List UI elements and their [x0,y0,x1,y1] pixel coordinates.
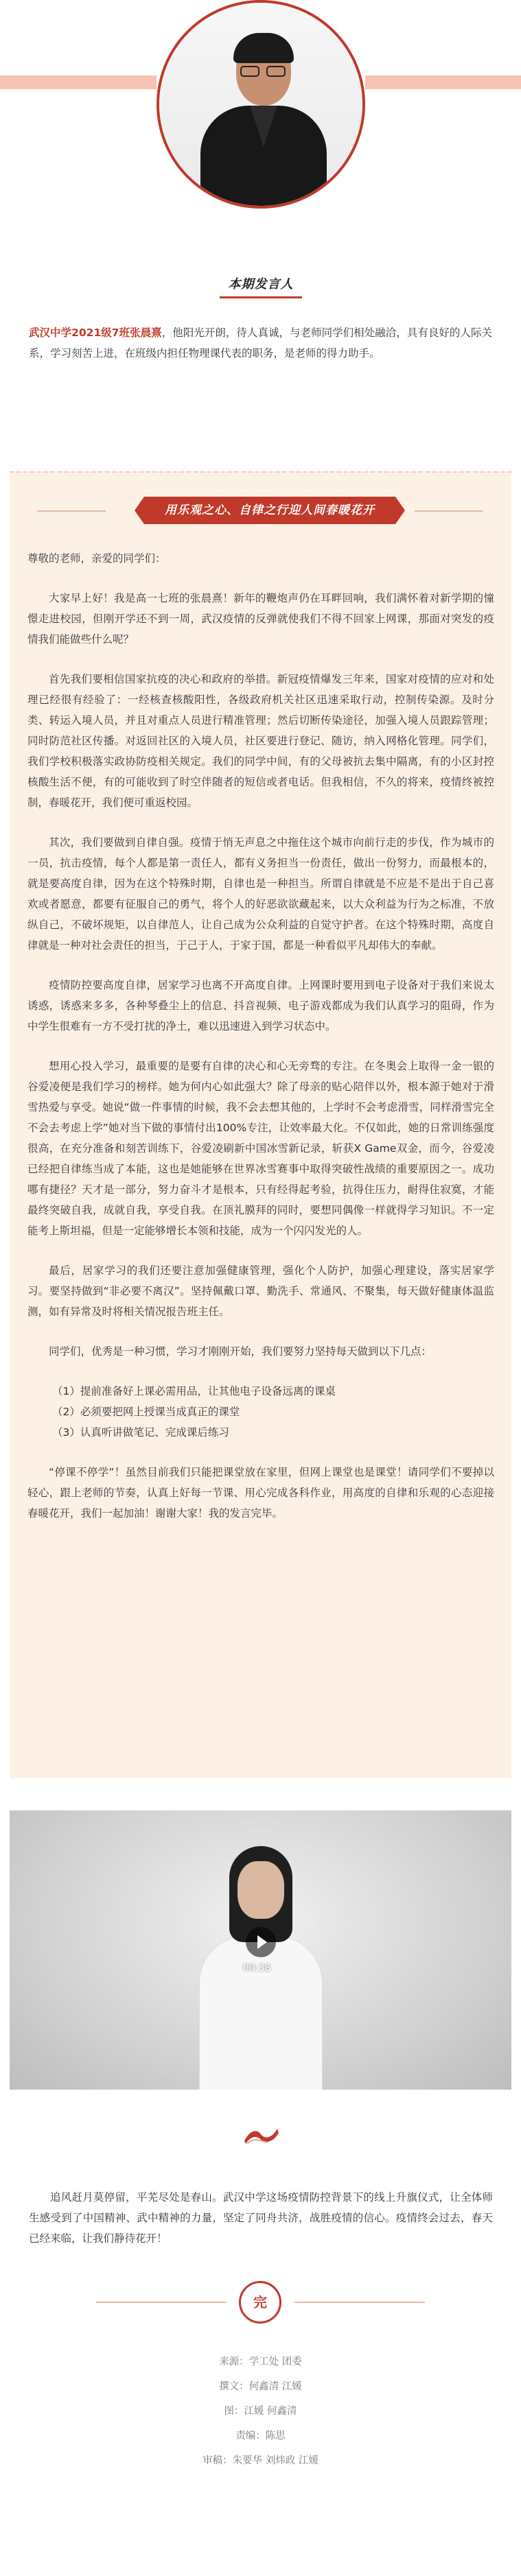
credit-line [0,2448,521,2473]
credit-value: 江媛 何鑫清 [244,2406,297,2417]
credit-value: 陈思 [265,2431,286,2442]
end-left-line [96,2302,227,2303]
section-label-text: 本期发言人 [228,277,294,292]
ribbon-left-line [37,510,106,512]
speaker-name: 武汉中学2021级7班张晨熹 [29,327,162,339]
speaker-avatar [157,0,365,209]
credit-key: 审稿： [202,2455,233,2466]
speech-paragraph: 同学们，优秀是一种习惯，学习才刚刚开始，我们要努力坚持每天做到以下几点： [49,1345,432,1358]
speech-paragraph: 首先我们要相信国家抗疫的决心和政府的举措。新冠疫情爆发三年来，国家对疫情的应对和处理已经很有经验了：一经核查核酸阳性，各级政府机关社区迅速采取行动，控制传染源。及时分类、转运入境人员，并且对重点人员进行精准管理；然后切断传染途径，加强入境人员跟踪管理；同时防范社区传播。对返回社区的入境人员，社区要进行登记、随访，纳入网格化管理。同学们，我们学校积极落实政协防疫相关规定。我们的同学中间，有的父母被抗去集中隔离，有的小区封控核酸生活不便，有的可能收到了时空伴随者的短信或者电话。但我相信，不久的将来，疫情终被控制，春暖花开，我们便可重返校园。 [27,673,494,809]
speech-body [27,548,494,1543]
speech-title: 用乐观之心、自律之行迎人间春暖花开 [165,504,375,517]
speech-paragraph: 想用心投入学习，最重要的是要有自律的决心和心无旁骛的专注。在冬奥会上取得一金一银的谷爱凌便是我们学习的榜样。她为何内心如此强大？除了母亲的贴心陪伴以外，根本源于她对于滑雪热爱与享受。她说“做一件事情的时候，我不会去想其他的，上学时不会考虑滑雪，同样滑雪完全不会去考虑上学”她对当下做的事情付出100%专注，让效率最大化。不仅如此，她的日常训练强度很高，在充分准备和刻苦训练下，谷爱凌刷新中国冰雪新记录，斩获X Game双金，而今，谷爱凌已经把自律练当成了本能，这也是她能够在世界冰雪赛事中取得突破性战绩的重要原因之一。成功哪有捷径？天才是一部分，努力奋斗才是根本，只有经得起考验，抗得住压力，耐得住寂寞，才能最终突破自我，成就自我，享受自我。在顶礼膜拜的同时，要想同偶像一样就得学习知识。不一定能考上斯坦福，但是一定能够增长本领和技能，成为一个闪闪发光的人。 [27,1060,494,1237]
credit-key: 撰文： [219,2381,249,2392]
credit-value: 朱要华 刘炜政 江媛 [232,2455,319,2466]
speech-paragraph: 大家早上好！我是高一七班的张晨熹！新年的鞭炮声仍在耳畔回响，我们满怀着对新学期的憧憬走进校园，但刚开学还不到一周，武汉疫情的反弹就使我们不得不回家上网课，那面对突发的疫情我们能做些什么呢？ [27,592,494,646]
plan-item: （2）必须要把网上授课当成真正的课堂 [52,1406,240,1418]
credit-line [0,2399,521,2424]
play-icon[interactable] [246,1927,276,1957]
speaker-section [0,0,521,322]
plan-item: （3）认真听讲做笔记、完成课后练习 [52,1426,229,1439]
speech-paragraph: 最后，居家学习的我们还要注意加强健康管理，强化个人防护，加强心理建设，落实居家学习。要坚持做到“非必要不离汉”。坚持佩戴口罩、勤洗手、常通风、不聚集，每天做好健康体温监测，如有异常及时将相关情况报告班主任。 [27,1264,494,1318]
speech-final-paragraph: “停课不停学”！虽然目前我们只能把课堂放在家里，但网上课堂也是课堂！请同学们不要掉以轻心，跟上老师的节奏，认真上好每一节课、用心完成各科作业，用高度的自律和乐观的心态迎接春暖花开，我们一起加油！谢谢大家！我的发言完毕。 [27,1466,494,1520]
video-duration: 00:38 [243,1963,271,1974]
credit-key: 责编： [235,2431,266,2442]
video-player[interactable] [10,1810,511,2090]
speech-letter [10,471,511,1778]
credit-line [0,2424,521,2448]
ribbon-right-line [415,510,483,512]
label-underline [220,296,302,298]
credit-value: 学工处 团委 [248,2356,302,2367]
credit-line [0,2374,521,2399]
speaker-section-label [218,274,304,298]
speaker-description: ，他阳光开朗，待人真诚，与老师同学们相处融洽，具有良好的人际关系，学习刻苦上进，在班级内担任物理课代表的职务，是老师的得力助手。 [29,327,492,359]
speaker-intro [0,322,521,364]
speech-paragraph: 其次，我们要做到自律自强。疫情于悄无声息之中拖住这个城市向前行走的步伐，作为城市的一员，抗击疫情，每个人都是第一责任人，都有义务担当一份责任，做出一份努力，而最根本的，就是要高度自律，因为在这个特殊时期，自律也是一种担当。所谓自律就是不应是不是出于自己喜欢或者愿意，都要有征服自己的勇气，将个人的好恶欲欲藏起来，以大众利益为行为之标准，不放纵自己，不破坏规矩，以自律范人，让自己成为公众利益的自觉守护者。在这个特殊时期，高度自律就是一种对社会责任的担当，于己于人，于家于国，都是一种看似平凡却伟大的奉献。 [27,836,494,952]
flag-icon [240,2123,281,2147]
daily-plan-list [27,1381,494,1443]
speech-title-ribbon [144,497,395,524]
speech-paragraph: 疫情防控要高度自律，居家学习也离不开高度自律。上网课时要用到电子设备对于我们来说太诱惑，诱惑来多多，各种琴叠尘上的信息、抖音视频、电子游戏都成为我们认真学习的阻碍，作为中学生很难有一方不受打扰的净土，难以迅速进入到学习状态中。 [27,979,494,1032]
end-right-line [294,2302,425,2303]
speech-greeting: 尊敬的老师，亲爱的同学们： [27,552,166,565]
closing-paragraph: 追风赶月莫停留，平芜尽处是春山。武汉中学这场疫情防控背景下的线上升旗仪式，让全体师生感受到了中国精神、武中精神的力量，坚定了同舟共济，战胜疫情的信心。疫情终会过去，春天已经来临，让我们静待花开！ [29,2191,493,2245]
credit-line [0,2350,521,2374]
credit-key: 来源： [219,2356,249,2367]
credits-list [0,2350,521,2473]
credit-key: 图： [224,2406,244,2417]
plan-item: （1）提前准备好上课必需用品，让其他电子设备远离的课桌 [52,1385,336,1397]
credit-value: 何鑫清 江媛 [248,2381,302,2392]
end-badge: 完 [239,2281,281,2324]
